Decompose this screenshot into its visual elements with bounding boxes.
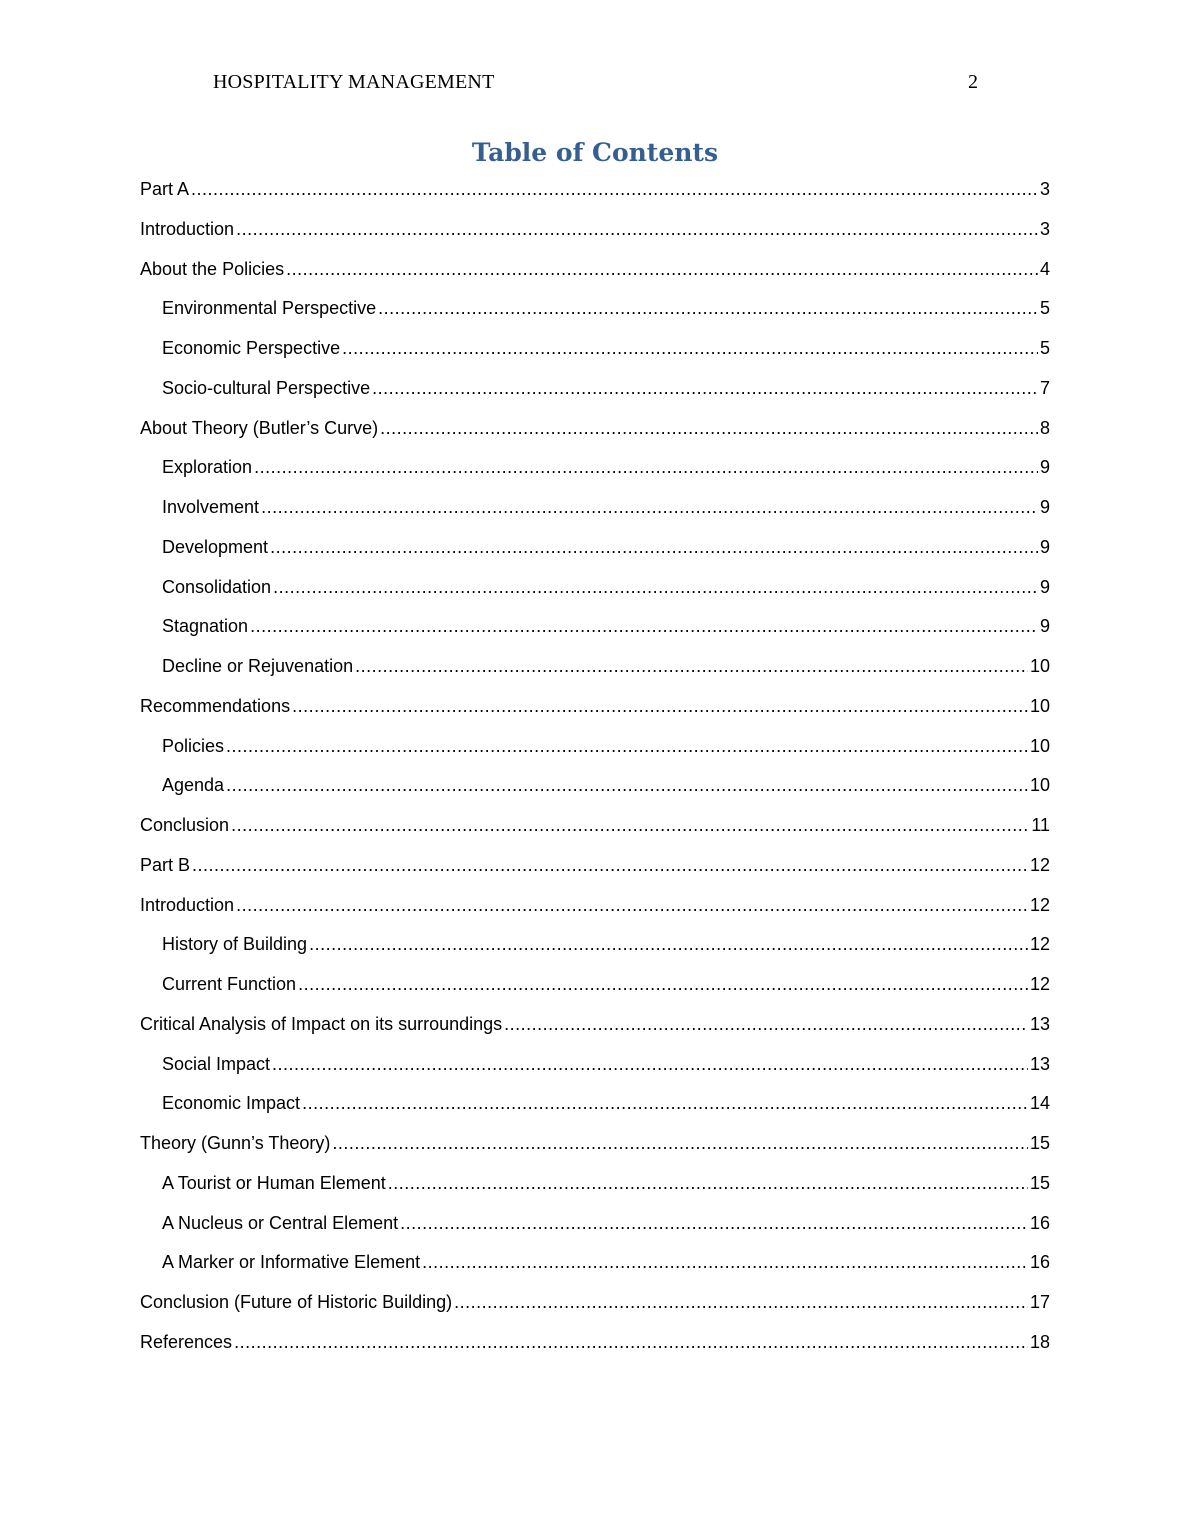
toc-entry-label: Critical Analysis of Impact on its surroundings	[140, 1013, 503, 1034]
toc-entry-page: 10	[1029, 775, 1050, 796]
page-number: 2	[968, 71, 978, 93]
toc-entry-page: 5	[1039, 338, 1050, 358]
toc-entry-label: Economic Impact	[162, 1093, 301, 1114]
toc-entry-page: 12	[1029, 934, 1050, 955]
toc-entry-page: 11	[1031, 815, 1050, 835]
toc-entry[interactable]	[140, 1323, 1050, 1363]
toc-entry-label: Socio-cultural Perspective	[162, 377, 371, 398]
toc-entry-label: A Nucleus or Central Element	[162, 1212, 399, 1233]
toc-entry-label: Recommendations	[140, 695, 291, 716]
toc-dot-leader	[380, 409, 1038, 449]
toc-entry-page: 5	[1039, 298, 1050, 319]
toc-dot-leader	[273, 568, 1038, 608]
toc-dot-leader	[292, 687, 1028, 727]
toc-entry[interactable]	[140, 488, 1050, 528]
toc-entry-label: Part B	[140, 854, 191, 875]
toc-dot-leader	[254, 448, 1038, 488]
toc-entry[interactable]	[140, 170, 1050, 210]
toc-entry-page: 17	[1029, 1292, 1050, 1312]
toc-entry-page: 16	[1029, 1252, 1050, 1273]
toc-entry-label: Social Impact	[162, 1053, 271, 1074]
toc-dot-leader	[286, 250, 1038, 290]
toc-dot-leader	[332, 1124, 1028, 1164]
toc-entry[interactable]	[140, 528, 1050, 568]
toc-dot-leader	[261, 488, 1038, 528]
toc-dot-leader	[250, 607, 1038, 647]
toc-entry-label: Exploration	[162, 457, 253, 478]
toc-entry-page: 12	[1029, 854, 1050, 875]
toc-entry-page: 13	[1029, 1013, 1050, 1034]
toc-entry-page: 10	[1029, 735, 1050, 756]
toc-entry-label: Current Function	[162, 974, 297, 994]
toc-entry-page: 3	[1039, 179, 1050, 199]
toc-entry[interactable]	[140, 846, 1050, 886]
toc-entry[interactable]	[140, 727, 1050, 767]
toc-dot-leader	[504, 1005, 1028, 1045]
toc-dot-leader	[231, 806, 1029, 846]
toc-entry[interactable]	[140, 1283, 1050, 1323]
toc-entry[interactable]	[140, 448, 1050, 488]
toc-entry-page: 15	[1029, 1133, 1050, 1153]
toc-dot-leader	[372, 369, 1038, 409]
toc-entry-page: 10	[1029, 656, 1050, 676]
toc-entry[interactable]	[140, 886, 1050, 926]
toc-dot-leader	[298, 965, 1028, 1005]
toc-entry-page: 9	[1039, 576, 1050, 597]
toc-entry[interactable]	[140, 289, 1050, 329]
toc-entry-page: 14	[1029, 1093, 1050, 1114]
toc-entry-label: About the Policies	[140, 258, 285, 279]
toc-entry-label: Policies	[162, 735, 225, 756]
toc-entry-page: 15	[1029, 1172, 1050, 1193]
toc-entry-label: Decline or Rejuvenation	[162, 656, 354, 676]
toc-entry-label: About Theory (Butler’s Curve)	[140, 417, 379, 438]
toc-entry-page: 7	[1039, 377, 1050, 398]
toc-entry-page: 9	[1039, 536, 1050, 557]
toc-dot-leader	[236, 886, 1028, 926]
toc-entry[interactable]	[140, 806, 1050, 846]
toc-entry[interactable]	[140, 647, 1050, 687]
toc-entry-page: 9	[1039, 616, 1050, 637]
toc-entry[interactable]	[140, 329, 1050, 369]
toc-entry-label: Agenda	[162, 775, 225, 796]
page-header	[213, 71, 978, 97]
toc-dot-leader	[302, 1084, 1028, 1124]
toc-entry[interactable]	[140, 1045, 1050, 1085]
toc-entry-page: 9	[1039, 457, 1050, 478]
toc-entry-label: Economic Perspective	[162, 338, 341, 358]
toc-entry[interactable]	[140, 1243, 1050, 1283]
toc-dot-leader	[422, 1243, 1028, 1283]
toc-entry-page: 12	[1029, 894, 1050, 915]
toc-entry[interactable]	[140, 1084, 1050, 1124]
toc-entry[interactable]	[140, 568, 1050, 608]
toc-entry-label: Stagnation	[162, 616, 249, 637]
toc-entry-page: 3	[1039, 218, 1050, 239]
toc-dot-leader	[234, 1323, 1028, 1363]
toc-entry[interactable]	[140, 369, 1050, 409]
toc-entry-page: 13	[1029, 1053, 1050, 1074]
toc-entry-label: Part A	[140, 179, 190, 199]
toc-dot-leader	[272, 1045, 1028, 1085]
toc-dot-leader	[192, 846, 1028, 886]
toc-entry[interactable]	[140, 925, 1050, 965]
toc-entry-page: 12	[1029, 974, 1050, 994]
toc-dot-leader	[355, 647, 1028, 687]
toc-entry-page: 16	[1029, 1212, 1050, 1233]
toc-entry[interactable]	[140, 1124, 1050, 1164]
toc-entry[interactable]	[140, 210, 1050, 250]
toc-dot-leader	[226, 766, 1028, 806]
toc-dot-leader	[342, 329, 1038, 369]
toc-entry-label: A Tourist or Human Element	[162, 1172, 386, 1193]
toc-dot-leader	[378, 289, 1038, 329]
toc-entry-page: 18	[1029, 1331, 1050, 1352]
toc-entry-page: 8	[1039, 417, 1050, 438]
toc-heading: Table of Contents	[471, 138, 719, 167]
toc-dot-leader	[388, 1164, 1028, 1204]
toc-entry[interactable]	[140, 409, 1050, 449]
toc-dot-leader	[309, 925, 1028, 965]
toc-entry[interactable]	[140, 687, 1050, 727]
toc-entry-label: Introduction	[140, 218, 235, 239]
toc-entry-page: 4	[1039, 258, 1050, 279]
toc-dot-leader	[270, 528, 1038, 568]
toc-entry[interactable]	[140, 250, 1050, 290]
toc-dot-leader	[454, 1283, 1028, 1323]
toc-entry-label: Introduction	[140, 894, 235, 915]
toc-entry-label: Conclusion	[140, 815, 230, 835]
table-of-contents	[140, 170, 1050, 1363]
toc-dot-leader	[226, 727, 1028, 767]
toc-entry-label: Conclusion (Future of Historic Building)	[140, 1292, 453, 1312]
running-head-title: HOSPITALITY MANAGEMENT	[213, 71, 495, 93]
toc-entry-label: History of Building	[162, 934, 308, 955]
toc-entry[interactable]	[140, 607, 1050, 647]
toc-dot-leader	[400, 1204, 1028, 1244]
toc-entry-label: Involvement	[162, 497, 260, 517]
toc-entry-page: 9	[1039, 497, 1050, 517]
toc-entry-label: Consolidation	[162, 576, 272, 597]
toc-entry-label: Environmental Perspective	[162, 298, 377, 319]
toc-entry[interactable]	[140, 1164, 1050, 1204]
toc-entry-label: A Marker or Informative Element	[162, 1252, 421, 1273]
toc-entry[interactable]	[140, 1005, 1050, 1045]
toc-entry-label: Development	[162, 536, 269, 557]
toc-dot-leader	[191, 170, 1038, 210]
toc-entry[interactable]	[140, 1204, 1050, 1244]
toc-entry[interactable]	[140, 766, 1050, 806]
toc-dot-leader	[236, 210, 1038, 250]
toc-entry[interactable]	[140, 965, 1050, 1005]
toc-entry-label: References	[140, 1331, 233, 1352]
toc-entry-page: 10	[1029, 695, 1050, 716]
toc-entry-label: Theory (Gunn’s Theory)	[140, 1133, 331, 1153]
